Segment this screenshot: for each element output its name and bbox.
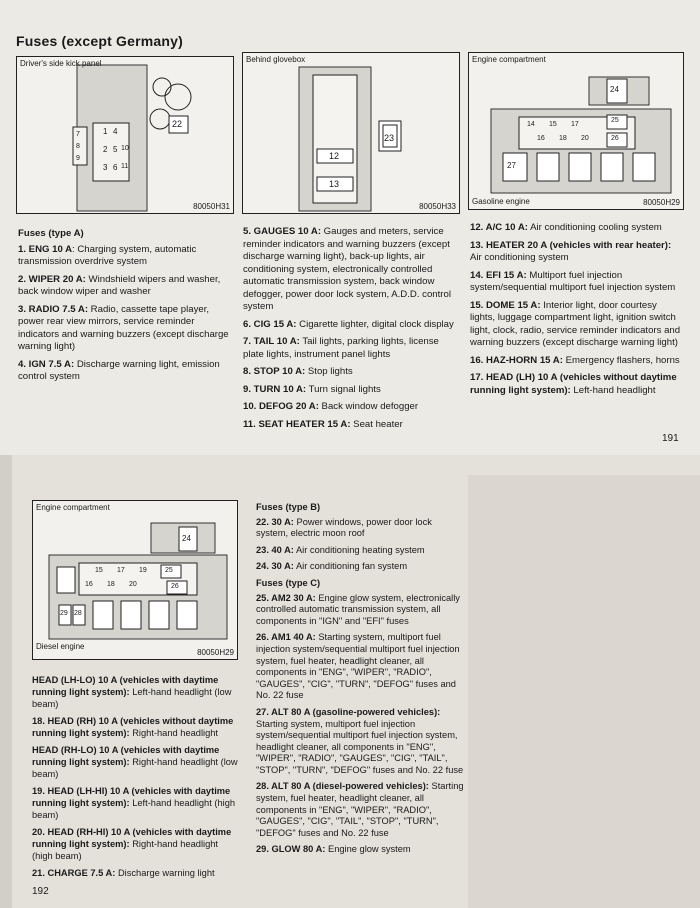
- kick-panel-drawing: [17, 57, 235, 215]
- diagram-label: Behind glovebox: [246, 55, 306, 64]
- fuse-17: 17: [117, 567, 125, 574]
- facing-page-edge: [468, 475, 700, 908]
- fuse-desc: Air conditioning cooling system: [527, 222, 662, 233]
- list-item: [243, 384, 459, 397]
- fuse-name: 15. DOME 15 A:: [470, 299, 541, 311]
- fuse-12: 12: [329, 151, 340, 161]
- fuse-desc: Discharge warning light: [115, 868, 215, 878]
- fuse-desc: Air conditioning heating system: [293, 544, 425, 555]
- list-item: [32, 785, 238, 821]
- fuse-26: 26: [171, 583, 179, 590]
- list-item: [256, 517, 464, 540]
- fuse-19: 19: [139, 567, 147, 574]
- fuse-14: 14: [527, 121, 535, 128]
- fuse-6: 6: [113, 163, 118, 172]
- fuse-desc: Power windows, power door lock system, electric moon roof: [256, 516, 432, 539]
- fuse-desc: Radio, cassette tape player, power rear view mirrors, service reminder indicators and warning buzzers (except discharge warning light): [18, 303, 229, 352]
- fuse-24: 24: [610, 85, 619, 94]
- list-item: [256, 707, 464, 777]
- fuse-name: 8. STOP 10 A:: [243, 366, 306, 377]
- fuse-1: 1: [103, 127, 108, 136]
- fuse-desc: Air conditioning system: [470, 252, 569, 263]
- list-item: [18, 244, 232, 269]
- fuse-name: 24. 30 A:: [256, 561, 294, 572]
- fuse-25: 25: [611, 117, 619, 124]
- column-gauges-to-seat-heater: [243, 226, 459, 436]
- diagram-label: Engine compartment: [472, 55, 546, 64]
- list-item: [470, 240, 684, 265]
- fuse-10: 10: [121, 145, 129, 152]
- fuse-desc: Left-hand headlight: [570, 384, 656, 396]
- page-number-192: 192: [32, 886, 49, 897]
- list-item: [470, 355, 684, 368]
- list-item: [243, 401, 459, 414]
- list-item: [18, 274, 232, 299]
- diagram-glovebox: [242, 52, 460, 214]
- fuse-3: 3: [103, 163, 108, 172]
- fuse-15: 15: [95, 567, 103, 574]
- diagram-code: 80050H29: [643, 198, 680, 207]
- fuse-desc: Starting system, fuel heater, headlight cleaner, all components in "ENG", "WIPER", "RADIO", "GAUGES", "CIG", "TAIL", "STOP", "TURN", "DEFOG" fuses and No. 22 fuse: [256, 781, 464, 838]
- fuse-name: 21. CHARGE 7.5 A:: [32, 868, 116, 878]
- fuse-desc: Right-hand headlight (low beam): [32, 757, 238, 779]
- fuse-desc: Starting system, multiport fuel injection system/sequential multiport fuel injection system, headlight cleaner, all components in "ENG", "WIPER", "RADIO", "GAUGES", "CIG", "TAIL", "STOP", "TURN", "DEFOG" fuses and No. 22 fuse: [256, 718, 464, 775]
- fuse-desc: Emergency flashers, horns: [562, 354, 680, 366]
- fuse-name: 16. HAZ-HORN 15 A:: [470, 354, 563, 366]
- fuse-name: 28. ALT 80 A (diesel-powered vehicles):: [256, 781, 429, 792]
- fuse-name: 13. HEATER 20 A (vehicles with rear heater):: [470, 239, 672, 251]
- fuse-5: 5: [113, 145, 118, 154]
- fuse-23: 23: [384, 133, 395, 143]
- list-item: [18, 359, 232, 384]
- fuse-name: HEAD (RH-LO) 10 A (vehicles with daytime running light system):: [32, 745, 220, 767]
- subheading: Fuses (type A): [18, 228, 84, 239]
- fuse-name: 19. HEAD (LH-HI) 10 A (vehicles with daytime running light system):: [32, 786, 231, 808]
- list-item: [243, 336, 459, 361]
- fuse-name: 6. CIG 15 A:: [243, 318, 297, 330]
- list-item: [243, 226, 459, 314]
- fuse-20: 20: [581, 135, 589, 142]
- list-item: [256, 593, 464, 628]
- fuse-desc: Turn signal lights: [306, 383, 381, 395]
- column-head-fuses: [32, 674, 238, 884]
- list-item: [32, 867, 238, 879]
- list-item: [256, 781, 464, 839]
- fuse-desc: Multiport fuel injection system/sequential multiport fuel injection system: [470, 269, 676, 293]
- column-fuses-type-b-c: [256, 502, 464, 861]
- list-item: [32, 744, 238, 780]
- fuse-27: 27: [507, 161, 516, 170]
- fuse-name: 14. EFI 15 A:: [470, 269, 527, 281]
- diagram-label: Driver's side kick panel: [20, 59, 102, 68]
- fuse-8: 8: [76, 143, 80, 150]
- list-item: [32, 674, 238, 710]
- diagram-kick-panel: [16, 56, 234, 214]
- fuse-13: 13: [329, 179, 340, 189]
- fuse-desc: Stop lights: [305, 366, 353, 377]
- diagram-label: Engine compartment: [36, 503, 110, 512]
- fuse-name: 29. GLOW 80 A:: [256, 844, 326, 855]
- fuse-25: 25: [165, 567, 173, 574]
- list-item: [470, 270, 684, 295]
- fuse-name: 26. AM1 40 A:: [256, 632, 316, 643]
- fuse-name: 3. RADIO 7.5 A:: [18, 303, 89, 315]
- fuse-name: 4. IGN 7.5 A:: [18, 358, 75, 370]
- fuse-desc: Cigarette lighter, digital clock display: [296, 318, 454, 330]
- page-title: Fuses (except Germany): [16, 33, 184, 49]
- fuse-29: 29: [60, 610, 68, 617]
- subheading: Fuses (type B): [256, 502, 321, 512]
- list-item: [32, 826, 238, 862]
- fuse-desc: Air conditioning fan system: [293, 561, 408, 572]
- fuse-name: 2. WIPER 20 A:: [18, 273, 86, 285]
- fuse-2: 2: [103, 145, 108, 154]
- list-item: [470, 372, 684, 397]
- page-gutter: [0, 455, 12, 908]
- list-item: [256, 844, 464, 856]
- fuse-name: 9. TURN 10 A:: [243, 383, 307, 395]
- list-item: [256, 561, 464, 573]
- fuse-desc: Gauges and meters, service reminder indicators and warning buzzers (except discharge warning light), back-up lights, air conditioning system, electronically controlled automatic transmission system, back window defogger, power door lock system, A.D.D. control system: [243, 226, 451, 312]
- diagram-code: 80050H33: [419, 202, 456, 211]
- fuse-22: 22: [172, 119, 183, 129]
- fuse-name: HEAD (LH-LO) 10 A (vehicles with daytime running light system):: [32, 675, 219, 697]
- list-item: [470, 222, 684, 235]
- fuse-18: 18: [559, 135, 567, 142]
- fuse-18: 18: [107, 581, 115, 588]
- fuse-name: 12. A/C 10 A:: [470, 222, 528, 233]
- column-ac-to-head-lh: [470, 222, 684, 402]
- list-item: [256, 632, 464, 702]
- list-item: [32, 715, 238, 739]
- fuse-name: 11. SEAT HEATER 15 A:: [243, 418, 351, 430]
- fuse-desc: Tail lights, parking lights, license plate lights, instrument panel lights: [243, 336, 439, 360]
- glovebox-drawing: [243, 53, 461, 215]
- list-item: [18, 304, 232, 354]
- fuse-7: 7: [76, 131, 80, 138]
- fuse-28: 28: [74, 610, 82, 617]
- fuse-15: 15: [549, 121, 557, 128]
- list-item: [470, 300, 684, 350]
- fuse-desc: Right-hand headlight (high beam): [32, 839, 219, 861]
- fuse-26: 26: [611, 135, 619, 142]
- diagram-code: 80050H29: [197, 648, 234, 657]
- subheading: Fuses (type C): [256, 577, 321, 588]
- fuse-20: 20: [129, 581, 137, 588]
- diagram-caption: Gasoline engine: [472, 197, 530, 206]
- diagram-code: 80050H31: [193, 202, 230, 211]
- list-item: [243, 366, 459, 379]
- fuse-name: 17. HEAD (LH) 10 A (vehicles without daytime running light system):: [470, 372, 677, 396]
- diagram-caption: Diesel engine: [36, 642, 85, 651]
- fuse-name: 1. ENG 10 A: [18, 243, 73, 255]
- fuse-desc: Starting system, multiport fuel injection system/sequential multiport fuel injection system, fuel heater, headlight cleaner, all components in "ENG", "WIPER", "RADIO", "GAUGES", "CIG", "TURN", "DEFOG" fuses and No. 22 fuse: [256, 632, 460, 701]
- fuse-16: 16: [85, 581, 93, 588]
- fuse-name: 25. AM2 30 A:: [256, 592, 316, 603]
- fuse-name: 20. HEAD (RH-HI) 10 A (vehicles with daytime running light system):: [32, 827, 232, 849]
- fuse-24: 24: [182, 534, 191, 543]
- fuse-desc: Windshield wipers and washer, back window wiper and washer: [18, 273, 221, 297]
- fuse-11: 11: [121, 163, 129, 170]
- fuse-name: 10. DEFOG 20 A:: [243, 401, 319, 412]
- fuse-4: 4: [113, 127, 118, 136]
- fuse-desc: Right-hand headlight: [129, 728, 219, 738]
- list-item: [243, 419, 459, 432]
- fuse-desc: : Charging system, automatic transmission overdrive system: [18, 243, 197, 267]
- list-item: [256, 545, 464, 557]
- fuse-desc: Engine glow system: [325, 844, 411, 855]
- fuse-name: 7. TAIL 10 A:: [243, 336, 300, 347]
- fuse-desc: Left-hand headlight (high beam): [32, 798, 236, 820]
- page-number-191: 191: [662, 433, 679, 444]
- fuse-name: 22. 30 A:: [256, 516, 294, 527]
- fuse-desc: Seat heater: [350, 418, 403, 430]
- diagram-engine-diesel: [32, 500, 238, 660]
- fuse-name: 5. GAUGES 10 A:: [243, 226, 322, 237]
- fuse-9: 9: [76, 155, 80, 162]
- fuse-desc: Engine glow system, electronically controlled automatic transmission system, all components in "IGN" and "EFI" fuses: [256, 592, 460, 626]
- fuse-17: 17: [571, 121, 579, 128]
- fuse-desc: Interior light, door courtesy lights, luggage compartment light, ignition switch light, clock, radio, service reminder indicators and warning buzzers (except discharge warning light): [470, 299, 681, 348]
- list-item: [243, 319, 459, 332]
- engine-gasoline-drawing: [469, 53, 685, 211]
- fuse-name: 27. ALT 80 A (gasoline-powered vehicles):: [256, 706, 441, 717]
- fuse-desc: Left-hand headlight (low beam): [32, 687, 232, 709]
- fuse-desc: Discharge warning light, emission control system: [18, 358, 220, 382]
- fuse-desc: Back window defogger: [318, 401, 419, 412]
- fuse-name: 23. 40 A:: [256, 544, 294, 555]
- diagram-engine-gasoline: [468, 52, 684, 210]
- column-fuses-type-a: [18, 228, 232, 389]
- fuse-name: 18. HEAD (RH) 10 A (vehicles without daytime running light system):: [32, 716, 234, 738]
- fuse-16: 16: [537, 135, 545, 142]
